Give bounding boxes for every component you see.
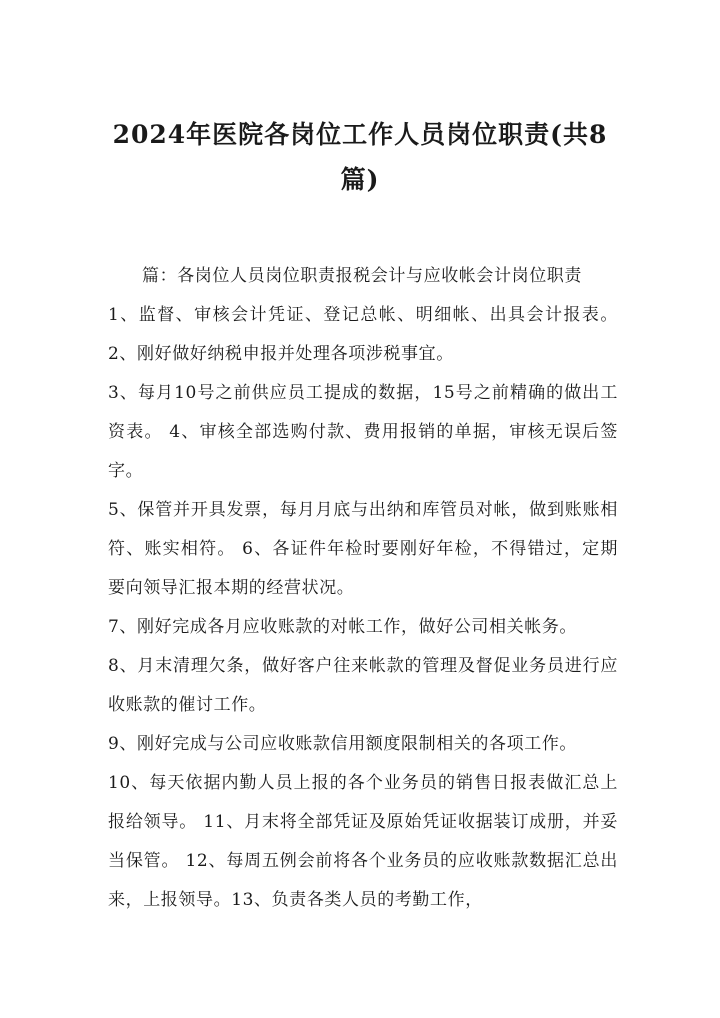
paragraph-item-1-2: 1、监督、审核会计凭证、登记总帐、明细帐、出具会计报表。 2、刚好做好纳税申报并处理各项涉税事宜。 xyxy=(108,305,618,364)
paragraph-item-7: 7、刚好完成各月应收账款的对帐工作，做好公司相关帐务。 xyxy=(108,617,578,637)
document-body xyxy=(108,257,618,920)
paragraph-item-3-4: 3、每月10号之前供应员工提成的数据，15号之前精确的做出工资表。 4、审核全部选购付款、费用报销的单据，审核无误后签字。 xyxy=(108,383,618,481)
paragraph-item-8: 8、月末清理欠条，做好客户往来帐款的管理及督促业务员进行应收账款的催讨工作。 xyxy=(108,656,618,715)
paragraph-item-10-13: 10、每天依据内勤人员上报的各个业务员的销售日报表做汇总上报给领导。 11、月末将全部凭证及原始凭证收据装订成册，并妥当保管。 12、每周五例会前将各个业务员的应收账款数据汇总出来，上报领导。13、负责各类人员的考勤工作， xyxy=(108,773,618,910)
paragraph-item-5-6: 5、保管并开具发票，每月月底与出纳和库管员对帐，做到账账相符、账实相符。 6、各证件年检时要刚好年检，不得错过，定期要向领导汇报本期的经营状况。 xyxy=(108,500,618,598)
document-title: 2024年医院各岗位工作人员岗位职责(共8篇) xyxy=(112,120,608,194)
paragraph-item-9: 9、刚好完成与公司应收账款信用额度限制相关的各项工作。 xyxy=(108,734,578,754)
paragraph-intro: 篇：各岗位人员岗位职责报税会计与应收帐会计岗位职责 xyxy=(142,266,582,286)
